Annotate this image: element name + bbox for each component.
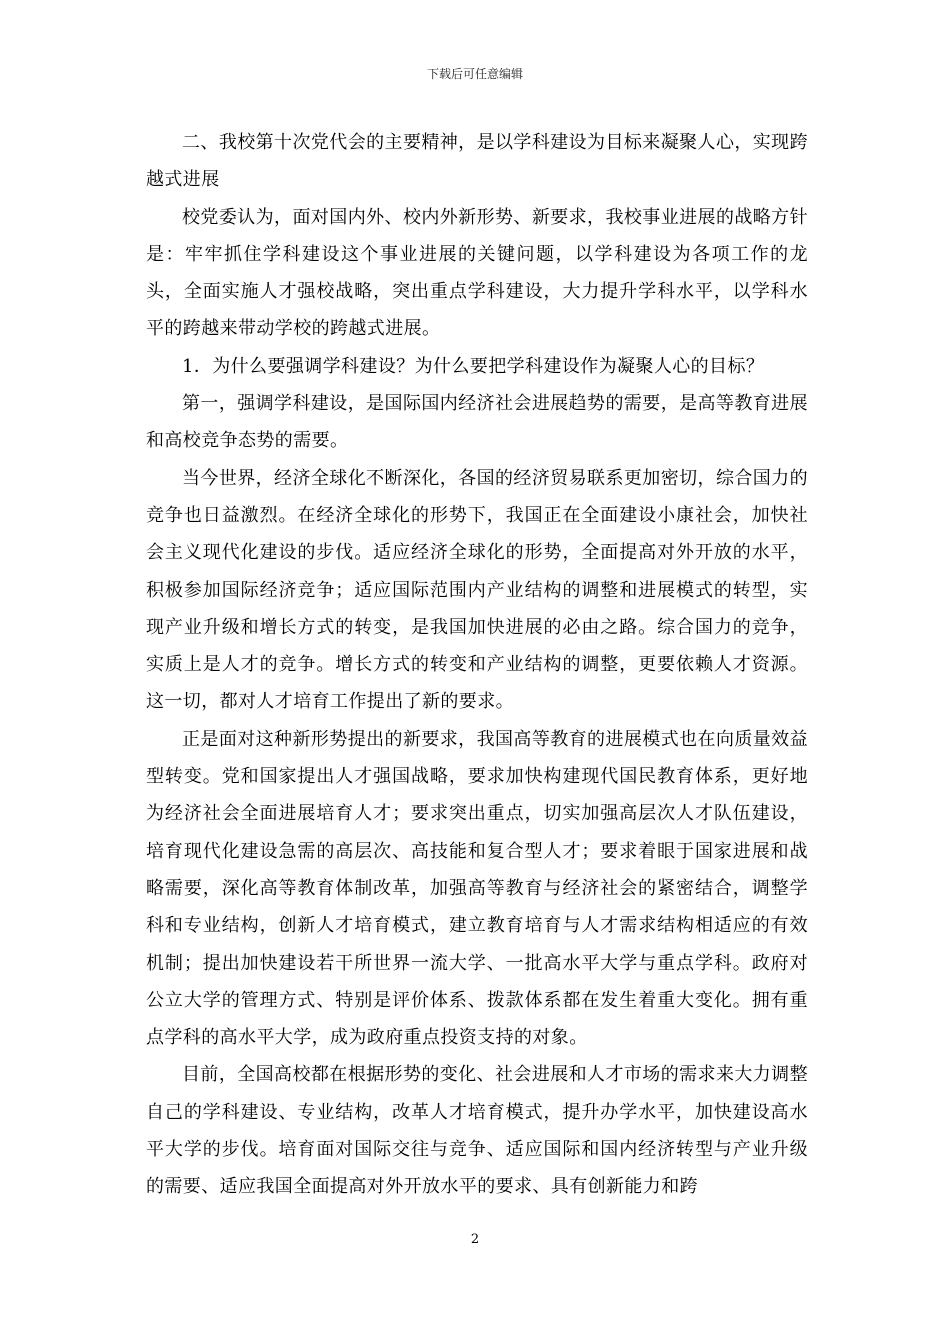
question-paragraph: 1．为什么要强调学科建设？为什么要把学科建设作为凝聚人心的目标？: [182, 355, 765, 377]
document-body: [146, 124, 808, 1206]
body-paragraph: 当今世界，经济全球化不断深化，各国的经济贸易联系更加密切，综合国力的竞争也日益激烈。在经济全球化的形势下，我国正在全面建设小康社会，加快社会主义现代化建设的步伐。适应经济全球化的形势，全面提高对外开放的水平，积极参加国际经济竞争；适应国际范围内产业结构的调整和进展模式的转型，实现产业升级和增长方式的转变，是我国加快进展的必由之路。综合国力的竞争，实质上是人才的竞争。增长方式的转变和产业结构的调整，更要依赖人才资源。这一切，都对人才培育工作提出了新的要求。: [146, 467, 808, 713]
body-paragraph: 正是面对这种新形势提出的新要求，我国高等教育的进展模式也在向质量效益型转变。党和国家提出人才强国战略，要求加快构建现代国民教育体系，更好地为经济社会全面进展培育人才；要求突出重点，切实加强高层次人才队伍建设，培育现代化建设急需的高层次、高技能和复合型人才；要求着眼于国家进展和战略需要，深化高等教育体制改革，加强高等教育与经济社会的紧密结合，调整学科和专业结构，创新人才培育模式，建立教育培育与人才需求结构相适应的有效机制；提出加快建设若干所世界一流大学、一批高水平大学与重点学科。政府对公立大学的管理方式、特别是评价体系、拨款体系都在发生着重大变化。拥有重点学科的高水平大学，成为政府重点投资支持的对象。: [146, 728, 808, 1049]
page-header-note: 下载后可任意编辑: [426, 67, 523, 81]
body-paragraph: 第一，强调学科建设，是国际国内经济社会进展趋势的需要，是高等教育进展和高校竞争态势的需要。: [146, 393, 808, 452]
body-paragraph: 目前，全国高校都在根据形势的变化、社会进展和人才市场的需求来大力调整自己的学科建设、专业结构，改革人才培育模式，提升办学水平，加快建设高水平大学的步伐。培育面对国际交往与竞争、适应国际和国内经济转型与产业升级的需要、适应我国全面提高对外开放水平的要求、具有创新能力和跨: [146, 1064, 808, 1198]
section-heading-paragraph: 二、我校第十次党代会的主要精神，是以学科建设为目标来凝聚人心，实现跨越式进展: [146, 132, 808, 191]
body-paragraph: 校党委认为，面对国内外、校内外新形势、新要求，我校事业进展的战略方针是：牢牢抓住学科建设这个事业进展的关键问题，以学科建设为各项工作的龙头，全面实施人才强校战略，突出重点学科建设，大力提升学科水平，以学科水平的跨越来带动学校的跨越式进展。: [146, 206, 808, 340]
page-number: 2: [470, 1232, 480, 1247]
